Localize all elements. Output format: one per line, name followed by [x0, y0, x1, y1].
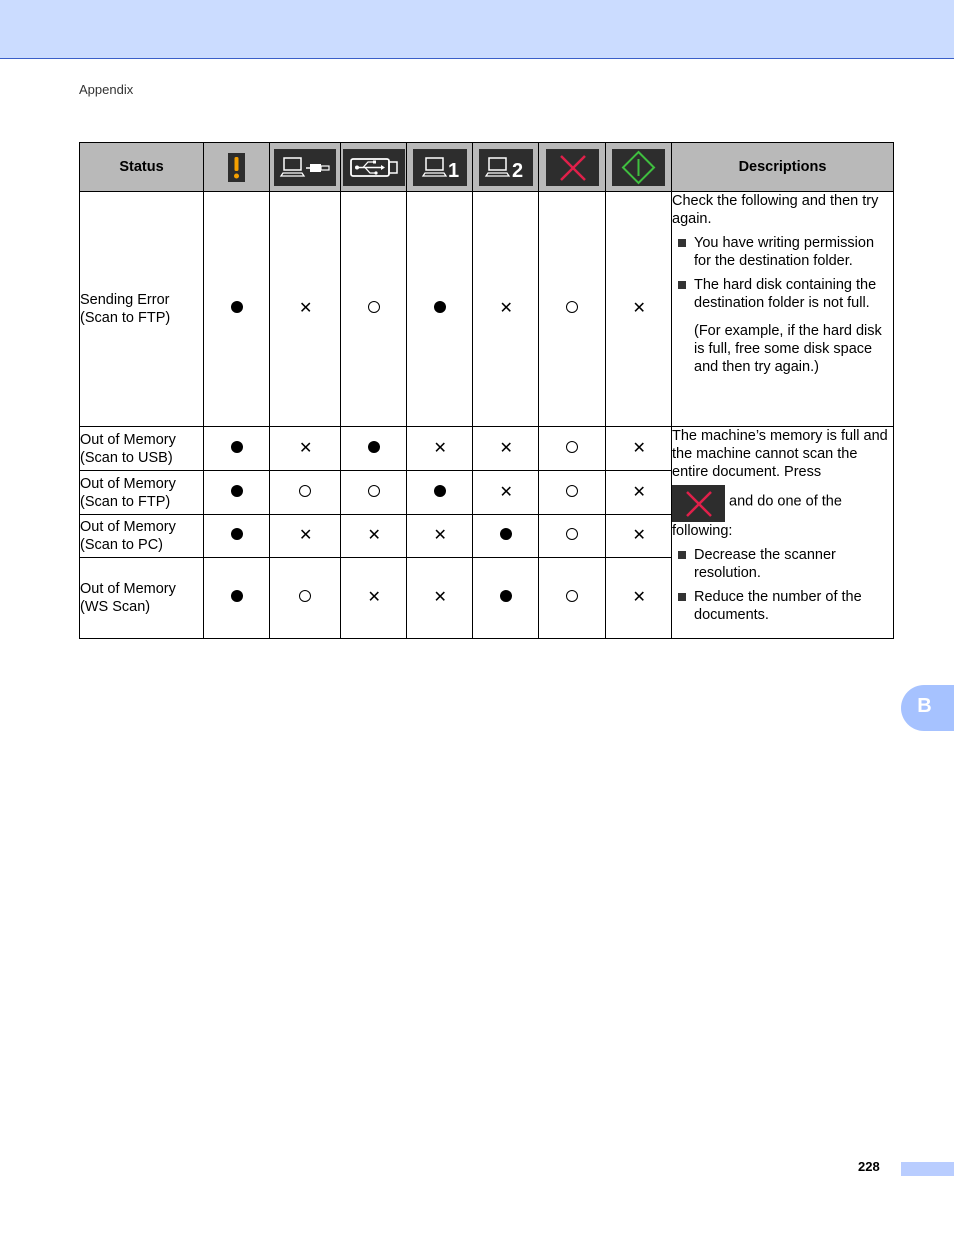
svg-text:2: 2 — [511, 159, 523, 182]
description-intro: The machine’s memory is full and the machine cannot scan the entire document. Press — [672, 428, 888, 480]
description-bullet: You have writing permission for the destination folder. — [672, 234, 893, 270]
led-blinking-symbol — [368, 301, 380, 313]
computer-to-usb-icon — [274, 149, 336, 186]
description-note: (For example, if the hard disk is full, free some disk space and then try again.) — [694, 323, 882, 375]
state-cell — [341, 471, 407, 515]
state-cell — [341, 558, 407, 639]
descriptions-column-header: Descriptions — [672, 143, 894, 192]
status-line: (Scan to USB) — [80, 449, 173, 466]
state-cell — [539, 558, 606, 639]
stop-button-icon — [672, 485, 725, 522]
start-column-header — [606, 143, 672, 192]
led-on-symbol — [231, 485, 243, 497]
led-blinking-symbol — [299, 485, 311, 497]
led-off-symbol: ✕ — [632, 439, 646, 457]
status-cell — [80, 558, 204, 639]
state-cell — [606, 515, 672, 558]
status-line: (Scan to FTP) — [80, 493, 171, 510]
state-cell — [606, 558, 672, 639]
state-cell — [473, 192, 539, 427]
status-line: Out of Memory — [80, 431, 176, 448]
table-header-row — [80, 143, 894, 192]
description-bullet: Reduce the number of the documents. — [672, 588, 893, 624]
status-line: (Scan to PC) — [80, 537, 163, 553]
state-cell — [473, 471, 539, 515]
computer-1-column-header — [407, 143, 473, 192]
status-cell — [80, 471, 204, 515]
usb-column-header — [341, 143, 407, 192]
led-off-symbol: ✕ — [632, 527, 646, 544]
led-on-symbol — [500, 590, 512, 602]
svg-text:1: 1 — [447, 159, 459, 182]
state-cell — [270, 471, 341, 515]
description-bullet: The hard disk containing the destination folder is not full. — [672, 276, 893, 312]
state-cell — [407, 192, 473, 427]
description-press-line — [672, 481, 893, 540]
status-line: Sending Error — [80, 292, 170, 308]
led-off-symbol: ✕ — [299, 439, 313, 457]
state-cell — [204, 427, 270, 471]
warning-column-header — [204, 143, 270, 192]
status-line: (WS Scan) — [80, 599, 151, 615]
header-band — [0, 0, 954, 59]
state-cell — [341, 427, 407, 471]
led-off-symbol: ✕ — [499, 300, 513, 317]
state-cell — [204, 558, 270, 639]
led-blinking-symbol — [566, 590, 578, 602]
state-cell — [473, 515, 539, 558]
description-cell — [672, 192, 894, 427]
status-line: Out of Memory — [80, 581, 176, 597]
led-on-symbol — [231, 590, 243, 602]
state-cell — [606, 471, 672, 515]
led-blinking-symbol — [368, 485, 380, 497]
state-cell — [539, 471, 606, 515]
page-number-bar — [901, 1162, 954, 1176]
led-on-symbol — [434, 485, 446, 497]
led-off-symbol: ✕ — [433, 527, 447, 544]
status-column-header: Status — [80, 143, 204, 192]
page-number: 228 — [858, 1159, 880, 1174]
led-blinking-symbol — [566, 485, 578, 497]
state-cell — [606, 427, 672, 471]
state-cell — [270, 515, 341, 558]
led-on-symbol — [500, 528, 512, 540]
table-row — [80, 427, 894, 471]
state-cell — [606, 192, 672, 427]
led-blinking-symbol — [566, 441, 578, 453]
led-off-symbol: ✕ — [367, 527, 381, 544]
warning-led-icon — [228, 153, 245, 182]
led-on-symbol — [231, 528, 243, 540]
computer-to-usb-column-header — [270, 143, 341, 192]
table-row — [80, 192, 894, 427]
computer-2-column-header — [473, 143, 539, 192]
state-cell — [270, 558, 341, 639]
led-on-symbol — [231, 301, 243, 313]
status-line: Out of Memory — [80, 519, 176, 535]
section-title: Appendix — [79, 82, 134, 97]
led-on-symbol — [231, 441, 243, 453]
led-blinking-symbol — [566, 528, 578, 540]
led-off-symbol: ✕ — [433, 589, 447, 606]
stop-button-icon — [546, 149, 599, 186]
status-cell — [80, 192, 204, 427]
state-cell — [204, 192, 270, 427]
usb-icon — [343, 149, 405, 186]
stop-column-header — [539, 143, 606, 192]
led-on-symbol — [368, 441, 380, 453]
led-off-symbol: ✕ — [499, 483, 513, 501]
led-off-symbol: ✕ — [632, 589, 646, 606]
led-off-symbol: ✕ — [433, 439, 447, 457]
led-blinking-symbol — [299, 590, 311, 602]
status-cell — [80, 515, 204, 558]
state-cell — [539, 515, 606, 558]
state-cell — [539, 427, 606, 471]
state-cell — [270, 192, 341, 427]
state-cell — [473, 427, 539, 471]
appendix-tab: B — [901, 685, 954, 731]
computer-1-icon — [413, 149, 467, 186]
state-cell — [539, 192, 606, 427]
led-off-symbol: ✕ — [499, 439, 513, 457]
state-cell — [204, 515, 270, 558]
state-cell — [407, 515, 473, 558]
description-cell — [672, 427, 894, 639]
led-off-symbol: ✕ — [632, 300, 646, 317]
led-blinking-symbol — [566, 301, 578, 313]
led-on-symbol — [434, 301, 446, 313]
state-cell — [407, 471, 473, 515]
status-table — [79, 142, 894, 639]
state-cell — [407, 558, 473, 639]
state-cell — [407, 427, 473, 471]
start-button-icon — [612, 149, 665, 186]
state-cell — [204, 471, 270, 515]
status-line: (Scan to FTP) — [80, 310, 171, 326]
state-cell — [341, 192, 407, 427]
led-off-symbol: ✕ — [367, 589, 381, 606]
led-off-symbol: ✕ — [299, 300, 313, 317]
description-bullet: Decrease the scanner resolution. — [672, 546, 893, 582]
led-off-symbol: ✕ — [299, 527, 313, 544]
state-cell — [341, 515, 407, 558]
description-after: and do one of the following: — [672, 493, 842, 539]
description-intro: Check the following and then try again. — [672, 193, 879, 227]
computer-2-icon — [479, 149, 533, 186]
status-cell — [80, 427, 204, 471]
status-line: Out of Memory — [80, 475, 176, 492]
led-off-symbol: ✕ — [632, 483, 646, 501]
state-cell — [270, 427, 341, 471]
state-cell — [473, 558, 539, 639]
